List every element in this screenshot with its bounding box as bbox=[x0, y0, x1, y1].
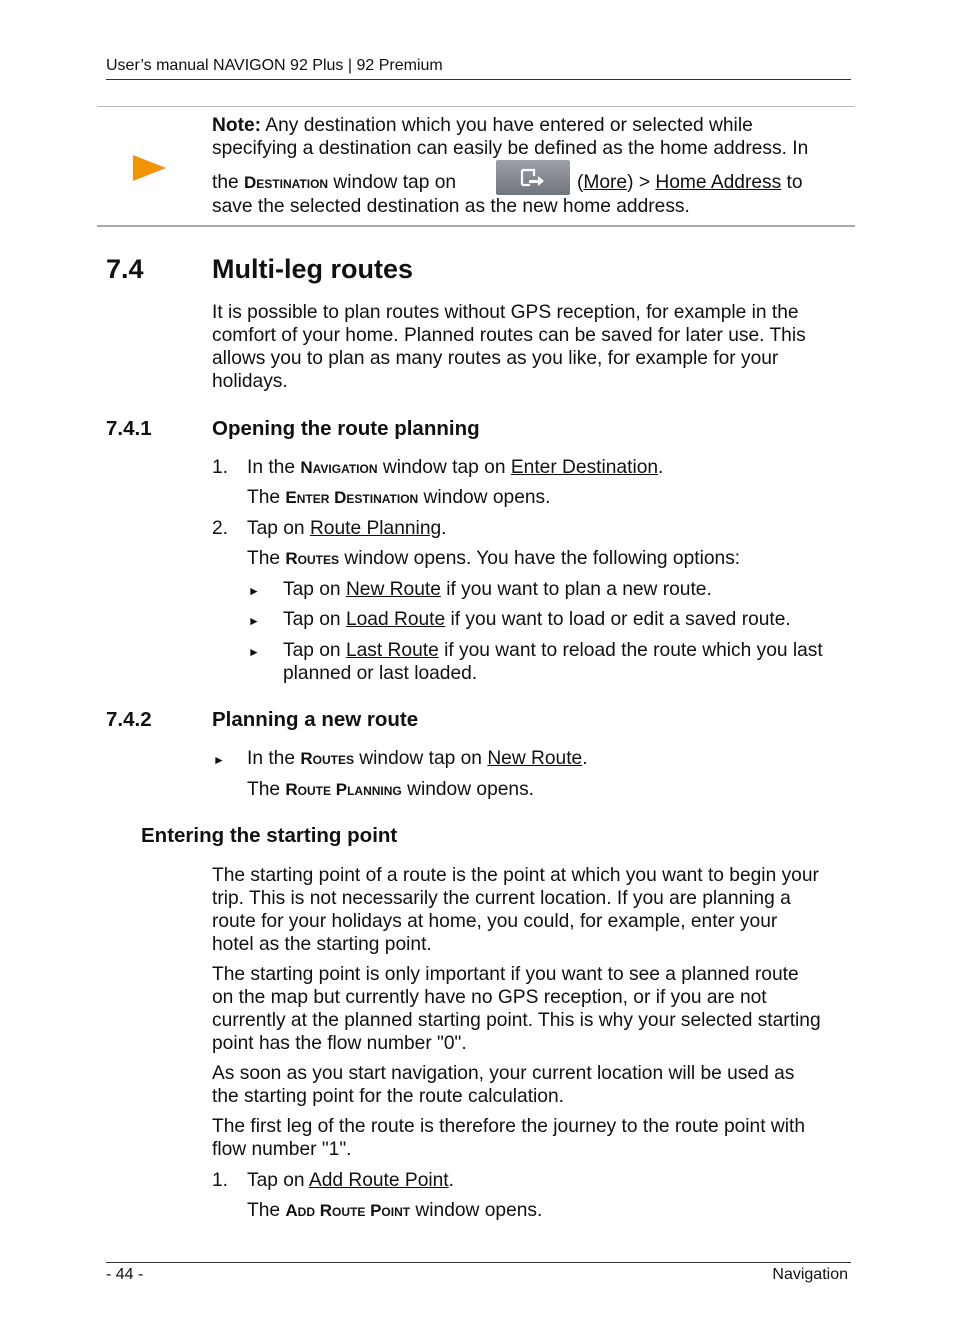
more-link: More bbox=[583, 172, 628, 193]
subsection-title-741: Opening the route planning bbox=[212, 417, 480, 440]
note-line-2: specifying a destination can easily be defined as the home address. In bbox=[212, 138, 809, 159]
intro-line-3: allows you to plan as many routes as you like, for example for your bbox=[212, 348, 779, 369]
step-number: 2. bbox=[212, 518, 229, 539]
step-2-result: The Routes window opens. You have the following options: bbox=[247, 548, 741, 569]
note-label: Note: bbox=[212, 115, 262, 136]
start-p3-line: the starting point for the route calculation. bbox=[212, 1086, 564, 1107]
start-p2-line: The starting point is only important if you want to see a planned route bbox=[212, 964, 799, 985]
bullet-icon: ► bbox=[248, 614, 260, 628]
option-load-route: Tap on Load Route if you want to load or edit a saved route. bbox=[283, 609, 791, 630]
section-title: Multi-leg routes bbox=[212, 254, 413, 284]
step-number: 1. bbox=[212, 457, 229, 478]
note-arrow-icon bbox=[133, 155, 166, 181]
bullet-icon: ► bbox=[248, 645, 260, 659]
start-p1-line: hotel as the starting point. bbox=[212, 934, 432, 955]
intro-line-2: comfort of your home. Planned routes can be saved for later use. This bbox=[212, 325, 806, 346]
start-p2-line: point has the flow number "0". bbox=[212, 1033, 467, 1054]
more-button-icon bbox=[496, 160, 570, 195]
note-bottom-rule bbox=[97, 225, 855, 227]
enter-destination-link: Enter Destination bbox=[510, 457, 659, 478]
note-top-rule bbox=[97, 106, 855, 107]
start-p4-line: The first leg of the route is therefore the journey to the route point with bbox=[212, 1116, 806, 1137]
new-route-result: The Route Planning window opens. bbox=[247, 779, 535, 800]
footer-rule bbox=[106, 1262, 851, 1263]
option-last-route-cont: planned or last loaded. bbox=[283, 663, 478, 684]
bullet-icon: ► bbox=[248, 584, 260, 598]
route-planning-link: Route Planning bbox=[309, 518, 442, 539]
option-last-route: Tap on Last Route if you want to reload the route which you last bbox=[283, 640, 823, 661]
load-route-link: Load Route bbox=[345, 609, 446, 630]
header-rule bbox=[106, 79, 851, 80]
new-route-link: New Route bbox=[487, 748, 583, 769]
step-2-text: Tap on Route Planning. bbox=[247, 518, 447, 539]
start-p1-line: The starting point of a route is the point at which you want to begin your bbox=[212, 865, 819, 886]
start-p4-line: flow number "1". bbox=[212, 1139, 352, 1160]
subsection-title-742: Planning a new route bbox=[212, 708, 419, 731]
start-p2-line: currently at the planned starting point. This is why your selected starting bbox=[212, 1010, 821, 1031]
page-number: - 44 - bbox=[106, 1266, 144, 1283]
start-p3-line: As soon as you start navigation, your current location will be used as bbox=[212, 1063, 795, 1084]
start-p2-line: on the map but currently have no GPS reception, or if you are not bbox=[212, 987, 767, 1008]
new-route-link: New Route bbox=[345, 579, 441, 600]
option-new-route: Tap on New Route if you want to plan a new route. bbox=[283, 579, 712, 600]
start-p1-line: route for your holidays at home, you could, for example, enter your bbox=[212, 911, 778, 932]
step-1-text: In the Navigation window tap on Enter Destination. bbox=[247, 457, 664, 478]
starting-point-heading: Entering the starting point bbox=[141, 824, 398, 847]
note-line-1: Note: Any destination which you have entered or selected while bbox=[212, 115, 753, 136]
intro-line-4: holidays. bbox=[212, 371, 288, 392]
running-header: User’s manual NAVIGON 92 Plus | 92 Premium bbox=[106, 57, 443, 74]
footer-section: Navigation bbox=[772, 1266, 848, 1283]
step-number: 1. bbox=[212, 1170, 229, 1191]
section-number: 7.4 bbox=[106, 254, 144, 284]
bullet-icon: ► bbox=[213, 753, 225, 767]
start-p1-line: trip. This is not necessarily the current location. If you are planning a bbox=[212, 888, 791, 909]
new-route-step: In the Routes window tap on New Route. bbox=[247, 748, 588, 769]
note-line-4: save the selected destination as the new home address. bbox=[212, 196, 690, 217]
subsection-number-742: 7.4.2 bbox=[106, 708, 152, 731]
home-address-link: Home Address bbox=[655, 172, 782, 193]
add-route-point-result: The Add Route Point window opens. bbox=[247, 1200, 543, 1221]
note-line-3b: (More) > Home Address to bbox=[577, 172, 803, 193]
last-route-link: Last Route bbox=[345, 640, 439, 661]
subsection-number-741: 7.4.1 bbox=[106, 417, 152, 440]
add-route-point-step: Tap on Add Route Point. bbox=[247, 1170, 454, 1191]
note-line-3: the Destination window tap on bbox=[212, 172, 457, 193]
step-1-result: The Enter Destination window opens. bbox=[247, 487, 551, 508]
intro-line-1: It is possible to plan routes without GPS reception, for example in the bbox=[212, 302, 799, 323]
add-route-point-link: Add Route Point bbox=[308, 1170, 449, 1191]
